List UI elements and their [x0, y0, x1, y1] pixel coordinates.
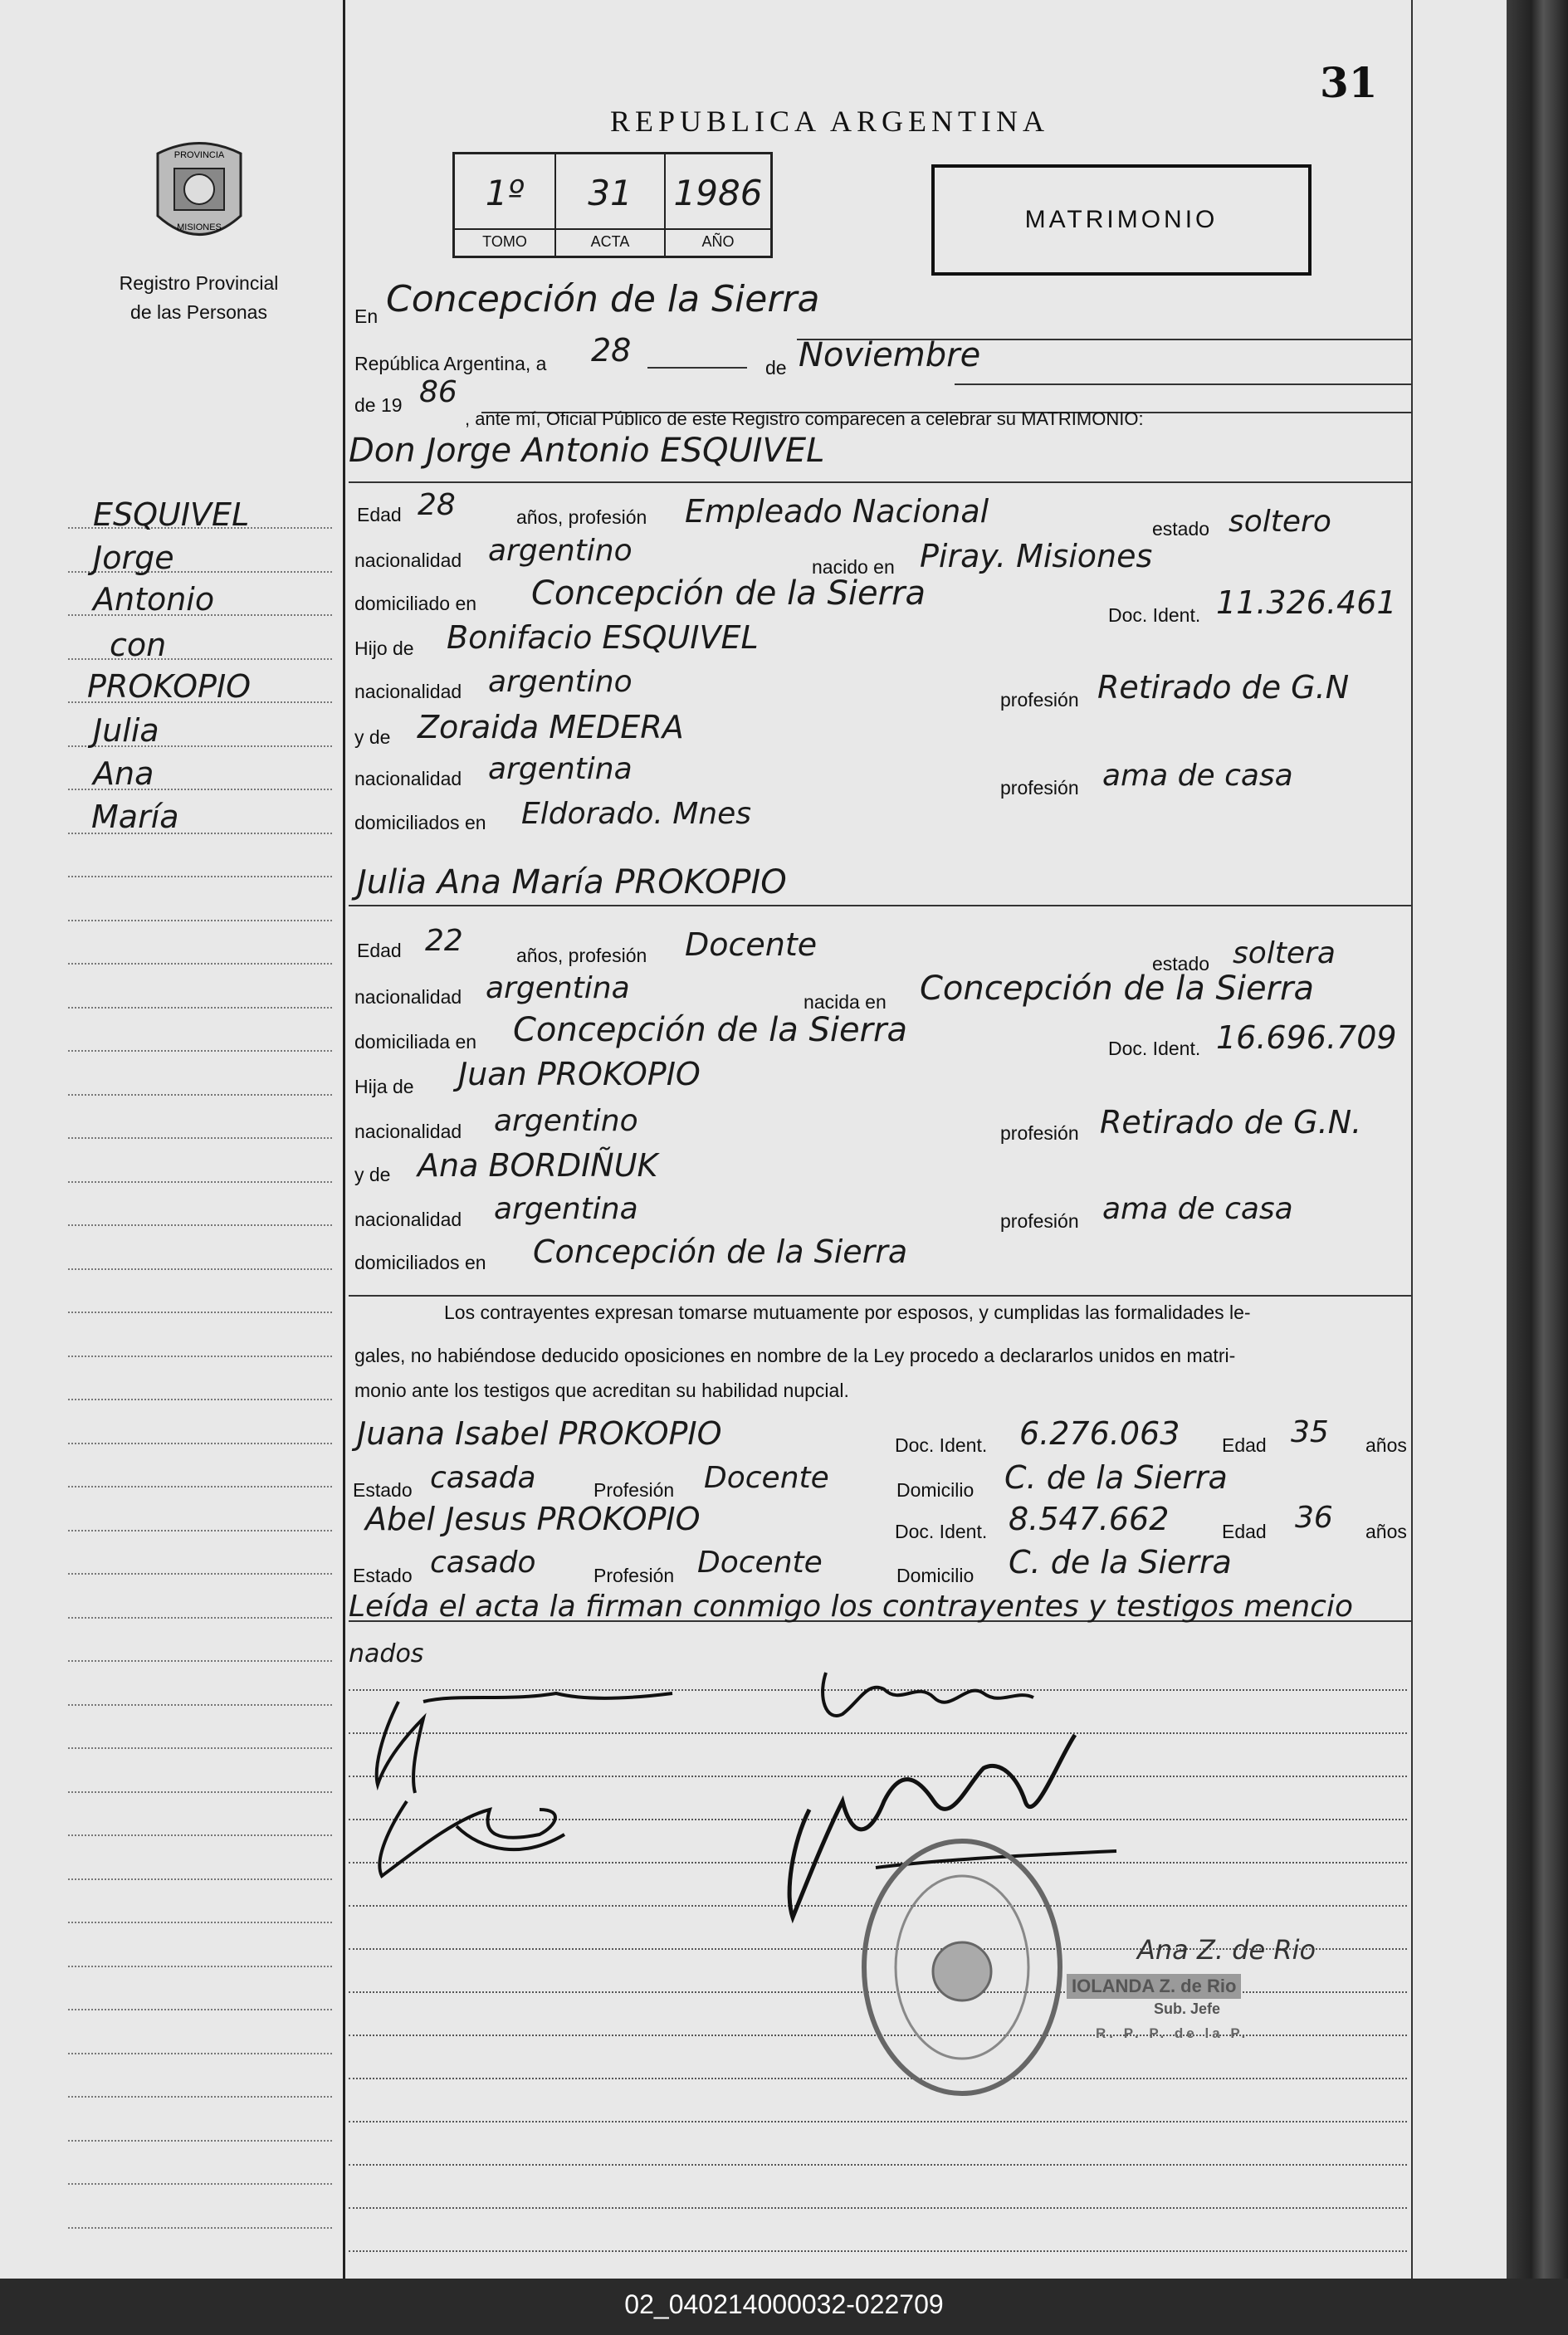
groom-profession: Empleado Nacional	[685, 493, 989, 530]
bride-fnac-label: nacionalidad	[354, 1121, 462, 1142]
margin-ruled-line	[68, 1486, 332, 1487]
intro-day: 28	[591, 332, 632, 369]
witness1-age: 35	[1291, 1415, 1329, 1449]
republic-label: República Argentina, a	[354, 353, 547, 374]
groom-fprof-label: profesión	[1000, 689, 1079, 711]
bride-residence: Concepción de la Sierra	[513, 1011, 907, 1049]
groom-age: 28	[418, 488, 456, 522]
bride-mnac-label: nacionalidad	[354, 1209, 462, 1230]
witness2-dom-label: Domicilio	[896, 1565, 975, 1586]
margin-ruled-line	[68, 1922, 332, 1923]
official-seal-icon	[859, 1834, 1065, 2100]
bride-doc-label: Doc. Ident.	[1108, 1038, 1201, 1059]
margin-ruled-line	[68, 1007, 332, 1009]
groom-parents-residence: Eldorado. Mnes	[521, 797, 752, 831]
body-ruled-line	[349, 2207, 1407, 2209]
intro-statement: , ante mí, Oficial Público de este Registro comparecen a celebrar su MATRIMONIO:	[465, 408, 1144, 429]
bride-edad-label: Edad	[357, 940, 402, 961]
margin-note: María	[91, 799, 179, 835]
margin-ruled-line	[68, 1137, 332, 1139]
margin-ruled-line	[68, 1660, 332, 1662]
official-office: R. P. P. de la P.	[1096, 2025, 1249, 2041]
seal-text-top: PROVINCIA	[173, 150, 225, 160]
acta-value: 31	[588, 173, 633, 213]
province-seal-icon	[145, 137, 253, 249]
form-field-line	[349, 1295, 1411, 1297]
bride-nacida-label: nacida en	[804, 991, 887, 1013]
witness2-profession: Docente	[697, 1546, 823, 1580]
bride-age: 22	[425, 924, 463, 958]
groom-father-nationality: argentino	[488, 665, 633, 699]
groom-estado-label: estado	[1152, 518, 1210, 540]
tomo-value: 1º	[485, 173, 525, 213]
body-ruled-line	[349, 2250, 1407, 2252]
groom-fnac-label: nacionalidad	[354, 681, 462, 702]
margin-ruled-line	[68, 2140, 332, 2142]
intro-year: 86	[419, 375, 457, 409]
form-field-line	[349, 481, 1411, 483]
official-name: IOLANDA Z. de Rio	[1067, 1974, 1241, 1999]
margin-note: Ana	[93, 755, 154, 792]
bride-profession: Docente	[685, 926, 818, 963]
margin-ruled-line	[68, 1530, 332, 1531]
seal-text-bottom: MISIONES	[177, 222, 222, 232]
margin-ruled-line	[68, 1399, 332, 1400]
witness1-dom-label: Domicilio	[896, 1479, 975, 1501]
witness2-doc-label: Doc. Ident.	[895, 1521, 988, 1542]
declaration-line-1: Los contrayentes expresan tomarse mutuamente por esposos, y cumplidas las formalidades le-	[444, 1302, 1251, 1323]
tomo-label: TOMO	[455, 228, 554, 251]
groom-profesion-label: años, profesión	[516, 506, 647, 528]
margin-ruled-line	[68, 920, 332, 921]
margin-ruled-line	[68, 1268, 332, 1270]
bride-name: Julia Ana María PROKOPIO	[357, 863, 787, 901]
bride-mother: Ana BORDIÑUK	[418, 1147, 658, 1184]
groom-status: soltero	[1229, 505, 1331, 539]
acta-label: ACTA	[556, 228, 664, 251]
groom-mother-nationality: argentina	[488, 752, 633, 786]
intro-month: Noviembre	[799, 336, 981, 374]
margin-ruled-line	[68, 876, 332, 877]
groom-birthplace: Piray. Misiones	[920, 538, 1153, 574]
witness2-edad-label: Edad	[1222, 1521, 1267, 1542]
margin-ruled-line	[68, 1573, 332, 1575]
witness1-domicile: C. de la Sierra	[1004, 1459, 1228, 1496]
margin-divider	[343, 0, 345, 2279]
margin-ruled-line	[68, 1617, 332, 1619]
record-number-box	[452, 152, 773, 258]
witness1-prof-label: Profesión	[593, 1479, 675, 1501]
groom-nac-label: nacionalidad	[354, 550, 462, 571]
bride-fprof-label: profesión	[1000, 1122, 1079, 1144]
witness2-age: 36	[1295, 1501, 1333, 1535]
record-type-box: MATRIMONIO	[931, 164, 1312, 276]
year-prefix: de 19	[354, 394, 403, 416]
groom-nationality: argentino	[488, 534, 633, 568]
bride-estado-label: estado	[1152, 953, 1210, 975]
bride-profesion-label: años, profesión	[516, 945, 647, 966]
groom-name: Don Jorge Antonio ESQUIVEL	[349, 432, 825, 470]
bride-status: soltera	[1233, 936, 1336, 970]
ano-value: 1986	[673, 173, 763, 213]
groom-pdom-label: domiciliados en	[354, 812, 486, 833]
bride-yde-label: y de	[354, 1164, 391, 1185]
witness1-status: casada	[430, 1461, 536, 1495]
image-caption: 02_040214000032-022709	[624, 2289, 944, 2319]
margin-ruled-line	[68, 1966, 332, 1967]
witness2-doc: 8.547.662	[1009, 1501, 1170, 1537]
margin-ruled-line	[68, 2096, 332, 2098]
witness1-name: Juana Isabel PROKOPIO	[357, 1415, 722, 1452]
witness1-doc-label: Doc. Ident.	[895, 1434, 988, 1456]
witness1-estado-label: Estado	[353, 1479, 413, 1501]
declaration-line-2: gales, no habiéndose deducido oposiciones en nombre de la Ley procedo a declararlos unidos en matri-	[354, 1345, 1236, 1366]
form-field-line	[955, 383, 1411, 385]
margin-ruled-line	[68, 1181, 332, 1183]
page-number: 31	[1320, 58, 1378, 107]
margin-note: ESQUIVEL	[93, 496, 250, 533]
de-label: de	[765, 357, 787, 379]
bride-parents-residence: Concepción de la Sierra	[533, 1233, 908, 1270]
groom-nacido-label: nacido en	[812, 556, 895, 578]
en-label: En	[354, 305, 379, 327]
book-spine	[1507, 0, 1568, 2335]
body-ruled-line	[349, 2121, 1407, 2123]
witness2-prof-label: Profesión	[593, 1565, 675, 1586]
margin-note: Antonio	[93, 581, 215, 618]
groom-doc-label: Doc. Ident.	[1108, 604, 1201, 626]
witness1-edad-label: Edad	[1222, 1434, 1267, 1456]
bride-nationality: argentina	[486, 971, 630, 1005]
margin-ruled-line	[68, 1094, 332, 1096]
margin-ruled-line	[68, 1747, 332, 1749]
bride-mother-nationality: argentina	[494, 1192, 638, 1226]
margin-ruled-line	[68, 2053, 332, 2054]
margin-ruled-line	[68, 1704, 332, 1706]
margin-ruled-line	[68, 1224, 332, 1226]
groom-father-profession: Retirado de G.N	[1097, 669, 1350, 706]
witness2-estado-label: Estado	[353, 1565, 413, 1586]
margin-ruled-line	[68, 2009, 332, 2010]
margin-ruled-line	[68, 1050, 332, 1052]
bride-father: Juan PROKOPIO	[458, 1056, 701, 1092]
registry-line-1: Registro Provincial	[119, 272, 279, 294]
groom-dom-label: domiciliado en	[354, 593, 477, 614]
margin-note: con	[110, 627, 167, 663]
bride-nac-label: nacionalidad	[354, 986, 462, 1008]
groom-residence: Concepción de la Sierra	[531, 574, 926, 613]
groom-mnac-label: nacionalidad	[354, 768, 462, 789]
margin-ruled-line	[68, 1356, 332, 1357]
groom-mother-profession: ama de casa	[1102, 759, 1293, 793]
groom-hijo-label: Hijo de	[354, 637, 414, 659]
intro-place: Concepción de la Sierra	[386, 278, 820, 320]
margin-ruled-line	[68, 1312, 332, 1313]
margin-note: PROKOPIO	[87, 668, 252, 705]
bride-birthplace: Concepción de la Sierra	[920, 970, 1314, 1008]
official-title: Sub. Jefe	[1154, 2000, 1221, 2017]
margin-note: Julia	[93, 712, 159, 749]
closing-line-1: Leída el acta la firman conmigo los contrayentes y testigos mencio	[349, 1590, 1353, 1624]
bride-father-profession: Retirado de G.N.	[1100, 1104, 1362, 1141]
groom-mprof-label: profesión	[1000, 777, 1079, 799]
form-field-line	[349, 905, 1411, 906]
witness2-status: casado	[430, 1546, 536, 1580]
form-field-line	[647, 367, 747, 369]
bride-father-nationality: argentino	[494, 1104, 638, 1138]
country-title: REPUBLICA ARGENTINA	[610, 105, 1050, 138]
closing-line-2: nados	[349, 1639, 424, 1668]
right-border	[1411, 0, 1413, 2279]
groom-doc: 11.326.461	[1216, 584, 1397, 621]
bride-mprof-label: profesión	[1000, 1210, 1079, 1232]
bride-dom-label: domiciliada en	[354, 1031, 477, 1053]
witness2-anos-label: años	[1365, 1521, 1407, 1542]
official-signature: Ana Z. de Rio	[1137, 1934, 1316, 1966]
margin-ruled-line	[68, 963, 332, 965]
margin-ruled-line	[68, 2183, 332, 2185]
groom-mother: Zoraida MEDERA	[418, 709, 684, 745]
bride-pdom-label: domiciliados en	[354, 1252, 486, 1273]
margin-ruled-line	[68, 1834, 332, 1836]
witness1-profession: Docente	[704, 1461, 829, 1495]
registry-line-2: de las Personas	[130, 301, 267, 323]
witness1-anos-label: años	[1365, 1434, 1407, 1456]
witness2-name: Abel Jesus PROKOPIO	[365, 1501, 701, 1537]
margin-ruled-line	[68, 1791, 332, 1793]
bride-hija-label: Hija de	[354, 1076, 414, 1097]
margin-ruled-line	[68, 1443, 332, 1444]
declaration-line-3: monio ante los testigos que acreditan su habilidad nupcial.	[354, 1380, 849, 1401]
witness2-domicile: C. de la Sierra	[1009, 1544, 1232, 1580]
margin-ruled-line	[68, 2227, 332, 2229]
bride-doc: 16.696.709	[1216, 1019, 1397, 1056]
margin-ruled-line	[68, 658, 332, 660]
witness1-doc: 6.276.063	[1019, 1415, 1180, 1452]
groom-signature	[357, 1668, 689, 1884]
body-ruled-line	[349, 2164, 1407, 2166]
groom-edad-label: Edad	[357, 504, 402, 525]
groom-yde-label: y de	[354, 726, 391, 748]
margin-note: Jorge	[93, 540, 174, 576]
ano-label: AÑO	[666, 228, 770, 251]
groom-father: Bonifacio ESQUIVEL	[447, 619, 759, 656]
bride-mother-profession: ama de casa	[1102, 1192, 1293, 1226]
margin-ruled-line	[68, 1878, 332, 1880]
